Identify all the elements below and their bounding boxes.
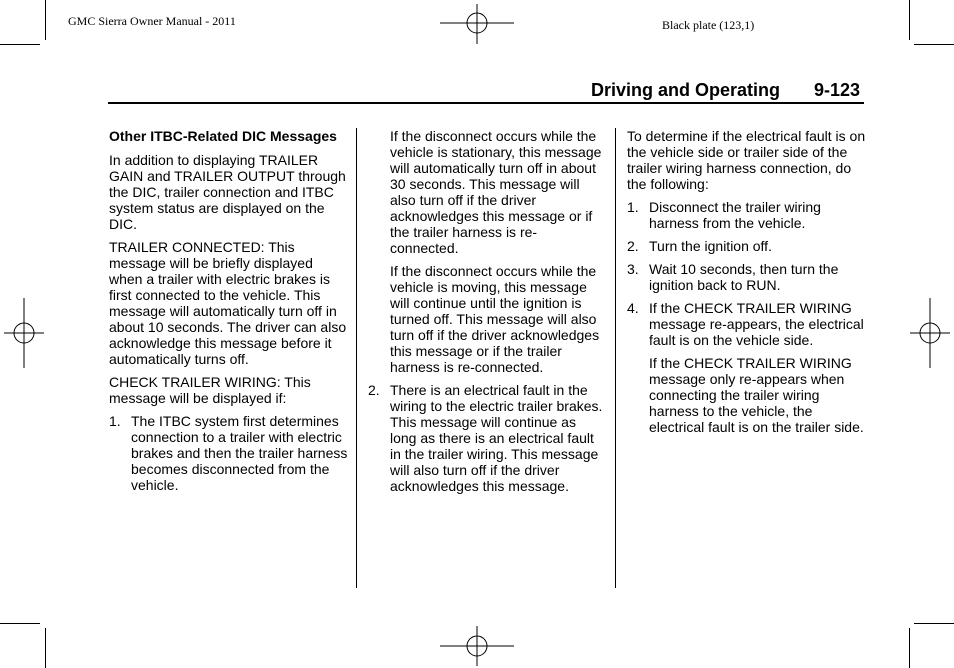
subsection-heading: Other ITBC-Related DIC Messages <box>109 128 337 144</box>
plate-manual-title: GMC Sierra Owner Manual - 2011 <box>68 14 236 28</box>
paragraph-stationary: If the disconnect occurs while the vehicle is stationary, this message will automatically turn off in about 30 seconds. This message will also turn off if the driver acknowledges this message or if the trailer harness is re-connected. <box>390 128 602 256</box>
list-item <box>109 413 349 493</box>
registration-mark-bottom <box>440 626 514 666</box>
paragraph-check-trailer-wiring: CHECK TRAILER WIRING: This message will be displayed if: <box>109 374 311 406</box>
list-item <box>368 382 604 494</box>
paragraph-trailer-side: If the CHECK TRAILER WIRING message only re-appears when connecting the trailer wiring harness to the vehicle, the electrical fault is on the trailer side. <box>649 355 864 435</box>
paragraph-moving: If the disconnect occurs while the vehicle is moving, this message will continue until the ignition is turned off. This message will also turn off if the driver acknowledges this message or if the trailer harness is re-connected. <box>390 263 600 375</box>
list-number: 4. <box>627 300 639 316</box>
list-item <box>627 199 867 231</box>
list-text: If the CHECK TRAILER WIRING message re-appears, the electrical fault is on the vehicle side. <box>649 300 864 348</box>
registration-mark-top <box>440 4 514 44</box>
column-divider-2 <box>615 128 616 588</box>
list-number: 1. <box>627 199 639 215</box>
paragraph: To determine if the electrical fault is on the vehicle side or trailer side of the trailer wiring harness connection, do the following: <box>627 128 866 192</box>
list-text: There is an electrical fault in the wiring to the electric trailer brakes. This message will continue as long as there is an electrical fault in the trailer wiring. This message will also turn off if the driver acknowledges this message. <box>390 382 603 494</box>
registration-mark-right <box>910 298 950 368</box>
column-divider-1 <box>356 128 357 588</box>
list-text: Disconnect the trailer wiring harness from the vehicle. <box>649 199 821 231</box>
list-item <box>627 261 867 293</box>
list-number: 2. <box>627 238 639 254</box>
list-number: 3. <box>627 261 639 277</box>
column-2 <box>368 128 604 501</box>
list-number: 1. <box>109 413 121 429</box>
column-3 <box>627 128 867 442</box>
list-text: The ITBC system first determines connection to a trailer with electric brakes and then the trailer harness becomes disconnected from the vehicle. <box>131 413 348 493</box>
list-item <box>627 300 867 348</box>
header-rule <box>108 102 864 104</box>
column-1 <box>109 128 349 500</box>
list-number: 2. <box>368 382 380 398</box>
list-text: Turn the ignition off. <box>649 238 772 254</box>
page-number: 9-123 <box>814 80 861 100</box>
paragraph-trailer-connected: TRAILER CONNECTED: This message will be briefly displayed when a trailer with electric brakes is first connected to the vehicle. This message will automatically turn off in about 10 seconds. The driver can also acknowledge this message before it automatically turns off. <box>109 239 347 367</box>
list-text: Wait 10 seconds, then turn the ignition back to RUN. <box>649 261 839 293</box>
list-item <box>627 238 867 254</box>
paragraph: In addition to displaying TRAILER GAIN and TRAILER OUTPUT through the DIC, trailer connection and ITBC system status are displayed on the DIC. <box>109 152 346 232</box>
section-title: Driving and Operating <box>591 80 781 100</box>
plate-number: Black plate (123,1) <box>662 18 755 32</box>
registration-mark-left <box>4 298 44 368</box>
